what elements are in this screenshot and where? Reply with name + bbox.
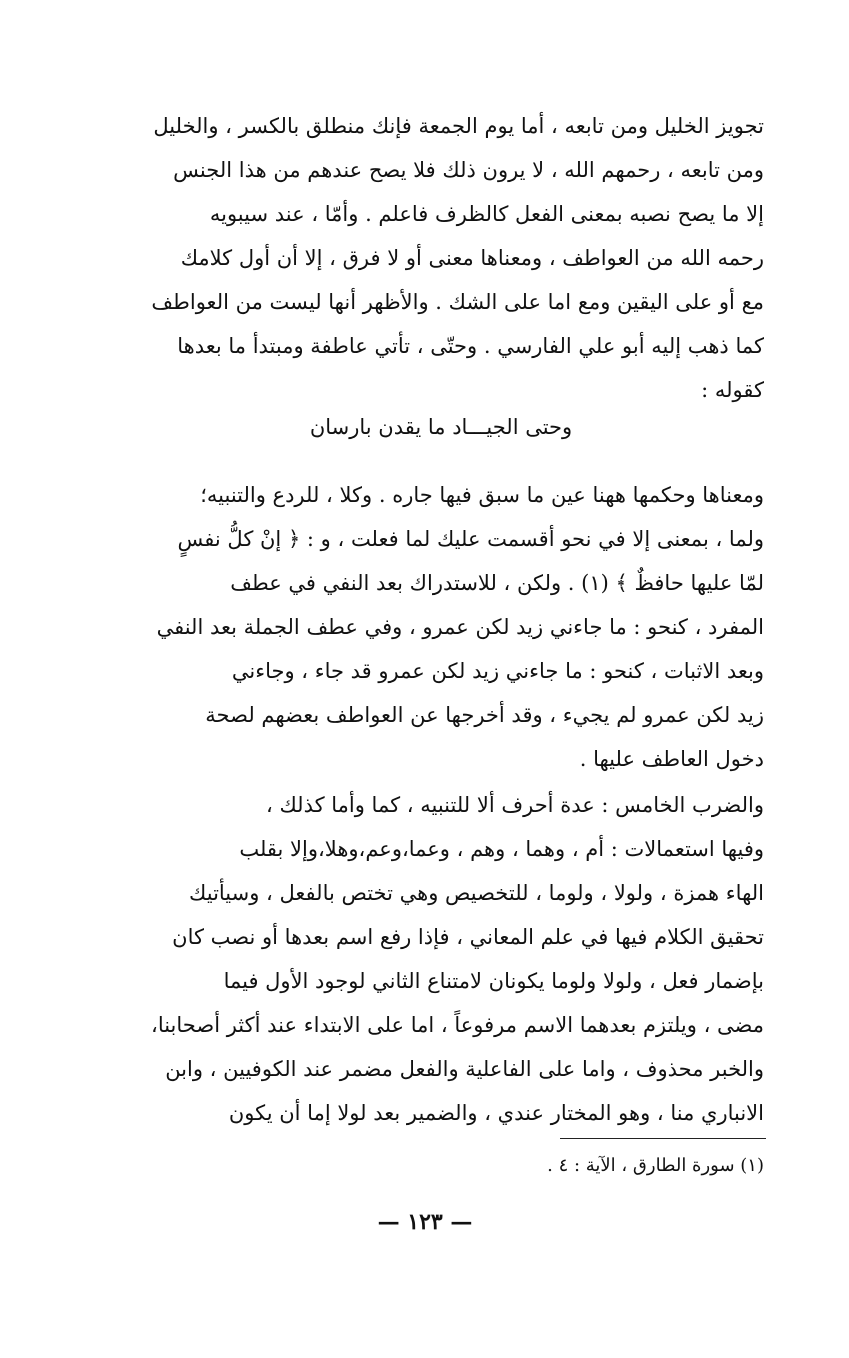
- text-line: مضى ، ويلتزم بعدهما الاسم مرفوعاً ، اما على الابتداء عند أكثر أصحابنا،: [151, 1013, 764, 1037]
- text-line: لمّا عليها حافظٌ ﴾ (١) . ولكن ، للاستدراك بعد النفي في عطف: [230, 571, 764, 595]
- text-line: وبعد الاثبات ، كنحو : ما جاءني زيد لكن عمرو قد جاء ، وجاءني: [231, 659, 764, 683]
- footnote-divider: [560, 1138, 766, 1139]
- text-line: ومن تابعه ، رحمهم الله ، لا يرون ذلك فلا يصح عندهم من هذا الجنس: [173, 158, 764, 182]
- text-line: بإضمار فعل ، ولولا ولوما يكونان لامتناع الثاني لوجود الأول فيما: [223, 969, 764, 993]
- text-line: ولما ، بمعنى إلا في نحو أقسمت عليك لما فعلت ، و : ﴿ إنْ كلُّ نفسٍ: [177, 527, 764, 551]
- text-line: إلا ما يصح نصبه بمعنى الفعل كالظرف فاعلم . وأمّا ، عند سيبويه: [209, 202, 764, 226]
- text-line: دخول العاطف عليها .: [579, 747, 764, 771]
- paragraph-2: [118, 473, 764, 781]
- text-line: والضرب الخامس : عدة أحرف ألا للتنبيه ، كما وأما كذلك ،: [266, 793, 764, 817]
- text-line: مع أو على اليقين ومع اما على الشك . والأظهر أنها ليست من العواطف: [151, 290, 764, 314]
- text-line: الهاء همزة ، ولولا ، ولوما ، للتخصيص وهي تختص بالفعل ، وسيأتيك: [189, 881, 764, 905]
- paragraph-1: [118, 104, 764, 412]
- poetry-verse: وحتى الجيـــاد ما يقدن بارسان: [309, 415, 573, 439]
- text-line: زيد لكن عمرو لم يجيء ، وقد أخرجها عن العواطف بعضهم لصحة: [205, 703, 764, 727]
- text-line: كقوله :: [701, 378, 764, 402]
- text-line: والخبر محذوف ، واما على الفاعلية والفعل مضمر عند الكوفيين ، وابن: [165, 1057, 764, 1081]
- text-line: ومعناها وحكمها ههنا عين ما سبق فيها جاره . وكلا ، للردع والتنبيه؛: [200, 483, 764, 507]
- text-line: وفيها استعمالات : أم ، وهما ، وهم ، وعما،وعم،وهلا،وإلا بقلب: [239, 837, 764, 861]
- text-line: كما ذهب إليه أبو علي الفارسي . وحتّى ، تأتي عاطفة ومبتدأ ما بعدها: [177, 334, 764, 358]
- text-line: رحمه الله من العواطف ، ومعناها معنى أو لا فرق ، إلا أن أول كلامك: [180, 246, 764, 270]
- paragraph-3: [118, 783, 764, 1135]
- text-line: المفرد ، كنحو : ما جاءني زيد لكن عمرو ، وفي عطف الجملة بعد النفي: [156, 615, 764, 639]
- text-line: الانباري منا ، وهو المختار عندي ، والضمير بعد لولا إما أن يكون: [228, 1101, 764, 1125]
- page-number: — ١٢٣ —: [377, 1209, 473, 1235]
- text-line: تحقيق الكلام فيها في علم المعاني ، فإذا رفع اسم بعدها أو نصب كان: [172, 925, 764, 949]
- footnote: (١) سورة الطارق ، الآية : ٤ .: [547, 1155, 764, 1176]
- text-line: تجويز الخليل ومن تابعه ، أما يوم الجمعة فإنك منطلق بالكسر ، والخليل: [153, 114, 764, 138]
